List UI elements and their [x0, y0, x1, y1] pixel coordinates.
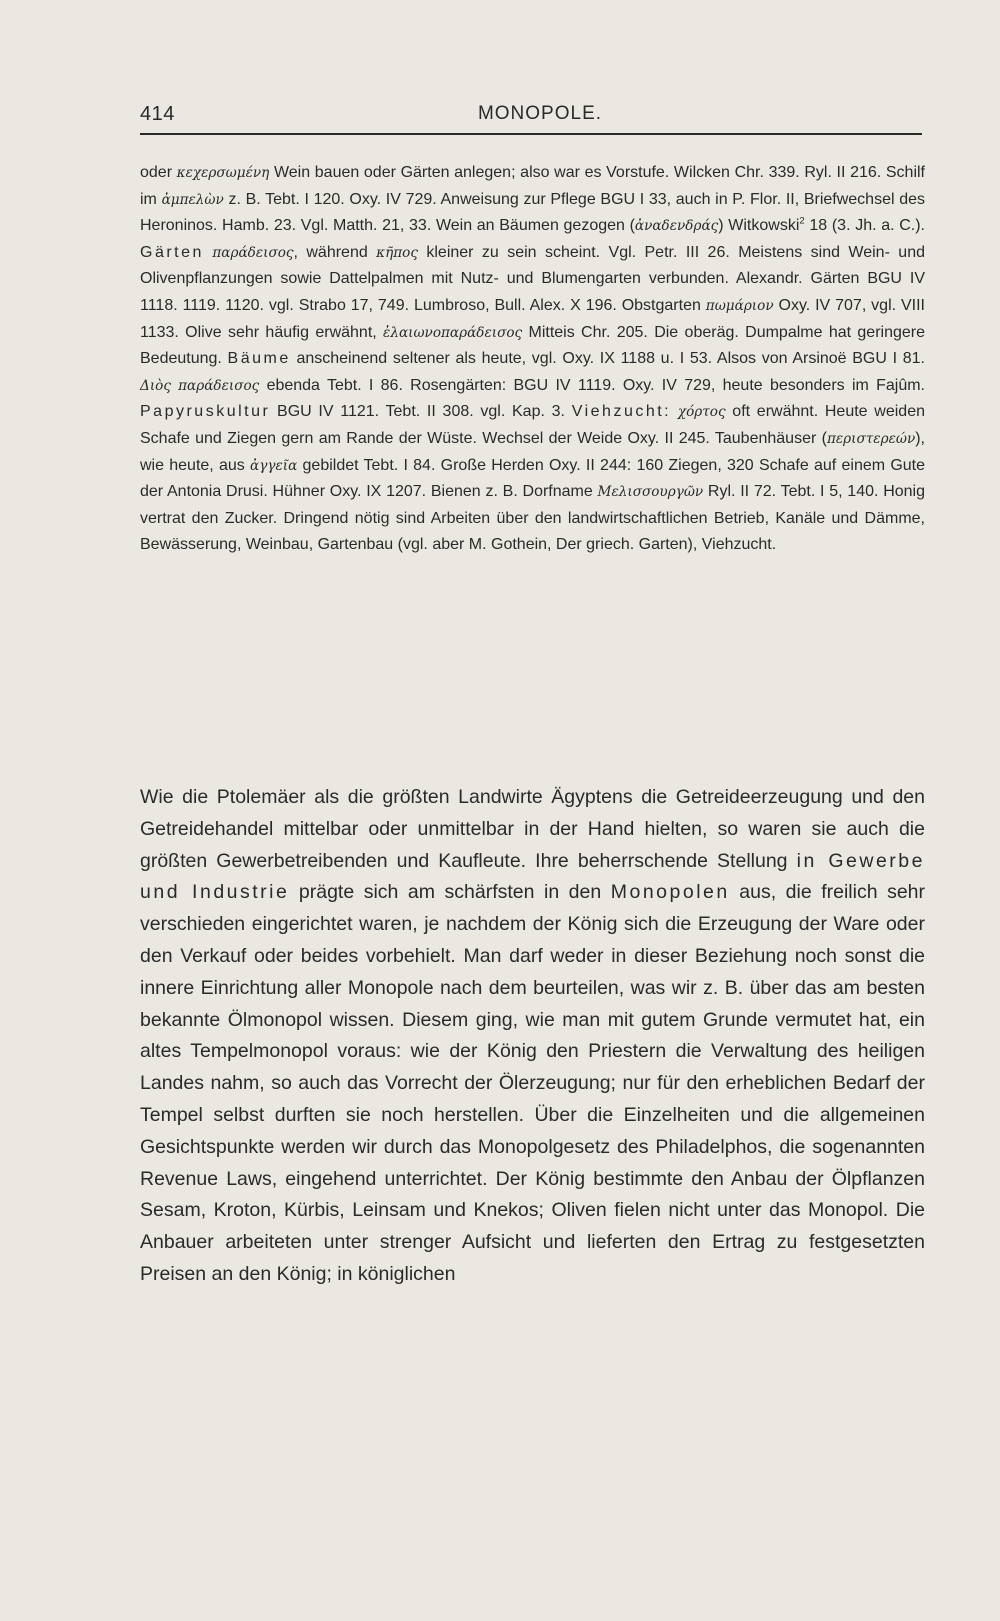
- header-rule: [140, 133, 922, 135]
- footnote-paragraph: oder κεχερσωμένη Wein bauen oder Gärten anlegen; also war es Vorstufe. Wilcken Chr. 339. Ryl. II 216. Schilf im ἀμπελὼν z. B. Tebt. I 120. Oxy. IV 729. Anweisung zur Pflege BGU I 33, auch in P. Flor. II, Briefwechsel des Heroninos. Hamb. 23. Vgl. Matth. 21, 33. Wein an Bäumen gezogen (ἀναδενδράς) Witkowski$^2$ 18 (3. Jh. a. C.). Gärten παράδεισος, während κῆπος kleiner zu sein scheint. Vgl. Petr. III 26. Meistens sind Wein- und Olivenpflanzungen sowie Dattelpalmen mit Nutz- und Blumengarten verbunden. Alexandr. Gärten BGU IV 1118. 1119. 1120. vgl. Strabo 17, 749. Lumbroso, Bull. Alex. X 196. Obstgarten πωμάριον Oxy. IV 707, vgl. VIII 1133. Olive sehr häufig erwähnt, ἐλαιωνοπαράδεισος Mitteis Chr. 205. Die oberäg. Dumpalme hat geringere Bedeutung. Bäume anscheinend seltener als heute, vgl. Oxy. IX 1188 u. I 53. Alsos von Arsinoë BGU I 81. Διὸς παράδεισος ebenda Tebt. I 86. Rosengärten: BGU IV 1119. Oxy. IV 729, heute besonders im Fajûm. Papyruskultur BGU IV 1121. Tebt. II 308. vgl. Kap. 3. Viehzucht: χόρτος oft erwähnt. Heute weiden Schafe und Ziegen gern am Rande der Wüste. Wechsel der Weide Oxy. II 245. Taubenhäuser (περιστερεών), wie heute, aus ἀγγεῖα gebildet Tebt. I 84. Große Herden Oxy. II 244: 160 Ziegen, 320 Schafe auf einem Gute der Antonia Drusi. Hühner Oxy. IX 1207. Bienen z. B. Dorfname Μελισσουργῶν Ryl. II 72. Tebt. I 5, 140. Honig vertrat den Zucker. Dringend nötig sind Arbeiten über den landwirtschaftlichen Betrieb, Kanäle und Dämme, Bewässerung, Weinbau, Gartenbau (vgl. aber M. Gothein, Der griech. Garten), Viehzucht.: [140, 164, 926, 554]
- page-header: [140, 103, 920, 133]
- page-number: 414: [140, 103, 175, 125]
- running-title: MONOPOLE.: [477, 103, 603, 124]
- body-paragraph: Wie die Ptolemäer als die größten Landwirte Ägyptens die Getreideerzeugung und den Getreidehandel mittelbar oder unmittelbar in der Hand hielten, so waren sie auch die größten Gewerbetreibenden und Kaufleute. Ihre beherrschende Stellung in Gewerbe und Industrie prägte sich am schärfsten in den Monopolen aus, die freilich sehr verschieden eingerichtet waren, je nachdem der König sich die Erzeugung der Ware oder den Verkauf oder beides vorbehielt. Man darf weder in dieser Beziehung noch sonst die innere Einrichtung aller Monopole nach dem beurteilen, was wir z. B. über das am besten bekannte Ölmonopol wissen. Diesem ging, wie man mit gutem Grunde vermutet hat, ein altes Tempelmonopol voraus: wie der König den Priestern die Verwaltung des heiligen Landes nahm, so auch das Vorrecht der Ölerzeugung; nur für den erheblichen Bedarf der Tempel selbst durften sie noch herstellen. Über die Einzelheiten und die allgemeinen Gesichtspunkte werden wir durch das Monopolgesetz des Philadelphos, die sogenannten Revenue Laws, eingehend unterrichtet. Der König bestimmte den Anbau der Ölpflanzen Sesam, Kroton, Kürbis, Leinsam und Knekos; Oliven fielen nicht unter das Monopol. Die Anbauer arbeiteten unter strenger Aufsicht und lieferten den Ertrag zu festgesetzten Preisen an den König; in königlichen: [140, 786, 925, 1285]
